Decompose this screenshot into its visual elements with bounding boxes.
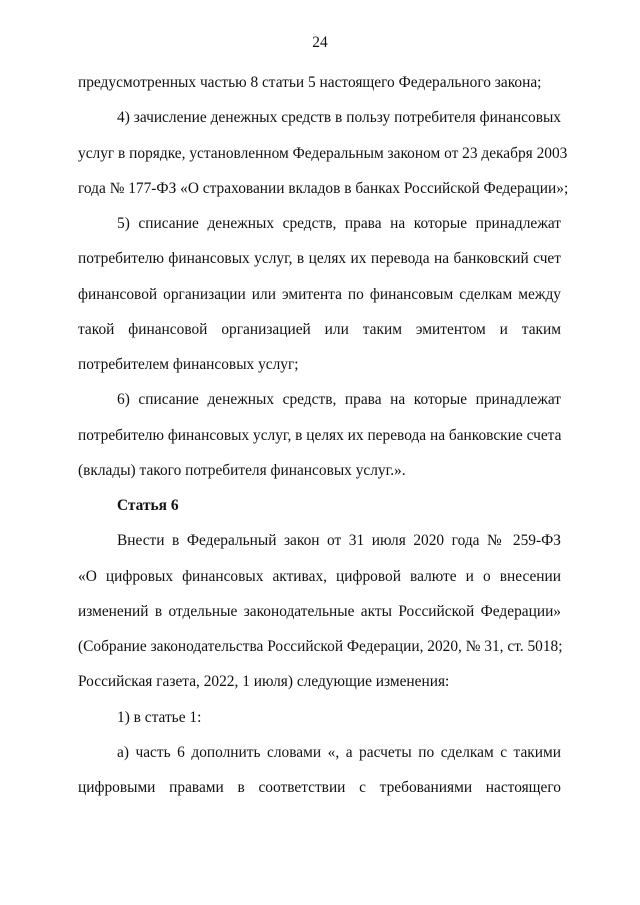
list-item-4-line: услуг в порядке, установленном Федеральным законом от 23 декабря 2003: [78, 145, 568, 162]
paragraph-line: «О цифровых финансовых активах, цифровой валюте и о внесении: [78, 568, 561, 585]
list-item-1-line: 1) в статье 1:: [117, 709, 202, 726]
paragraph-line: (Собрание законодательства Российской Федерации, 2020, № 31, ст. 5018;: [78, 638, 563, 655]
list-item-4-line: года № 177-ФЗ «О страховании вкладов в банках Российской Федерации»;: [78, 180, 569, 197]
list-item-5-line: такой финансовой организацией или таким эмитентом и таким: [78, 321, 561, 338]
sub-item-a-line: цифровыми правами в соответствии с требованиями настоящего: [78, 779, 561, 796]
list-item-4-line: 4) зачисление денежных средств в пользу потребителя финансовых: [117, 109, 561, 126]
list-item-6-line: 6) списание денежных средств, права на которые принадлежат: [117, 391, 561, 408]
sub-item-a-line: а) часть 6 дополнить словами «, а расчеты по сделкам с такими: [117, 744, 561, 761]
paragraph-line: изменений в отдельные законодательные акты Российской Федерации»: [78, 603, 561, 620]
paragraph-line: Внести в Федеральный закон от 31 июля 2020 года № 259-ФЗ: [117, 532, 561, 549]
list-item-5-line: потребителю финансовых услуг, в целях их перевода на банковский счет: [78, 250, 561, 267]
article-heading: Статья 6: [117, 497, 179, 514]
list-item-5-line: финансовой организации или эмитента по финансовым сделкам между: [78, 286, 561, 303]
paragraph-line: Российская газета, 2022, 1 июля) следующие изменения:: [78, 673, 450, 690]
page-number: 24: [312, 34, 328, 51]
list-item-6-line: (вклады) такого потребителя финансовых услуг.».: [78, 462, 406, 479]
list-item-5-line: 5) списание денежных средств, права на которые принадлежат: [117, 215, 561, 232]
list-item-6-line: потребителю финансовых услуг, в целях их перевода на банковские счета: [78, 427, 562, 444]
text-line: предусмотренных частью 8 статьи 5 настоящего Федерального закона;: [78, 74, 542, 91]
list-item-5-line: потребителем финансовых услуг;: [78, 356, 299, 373]
